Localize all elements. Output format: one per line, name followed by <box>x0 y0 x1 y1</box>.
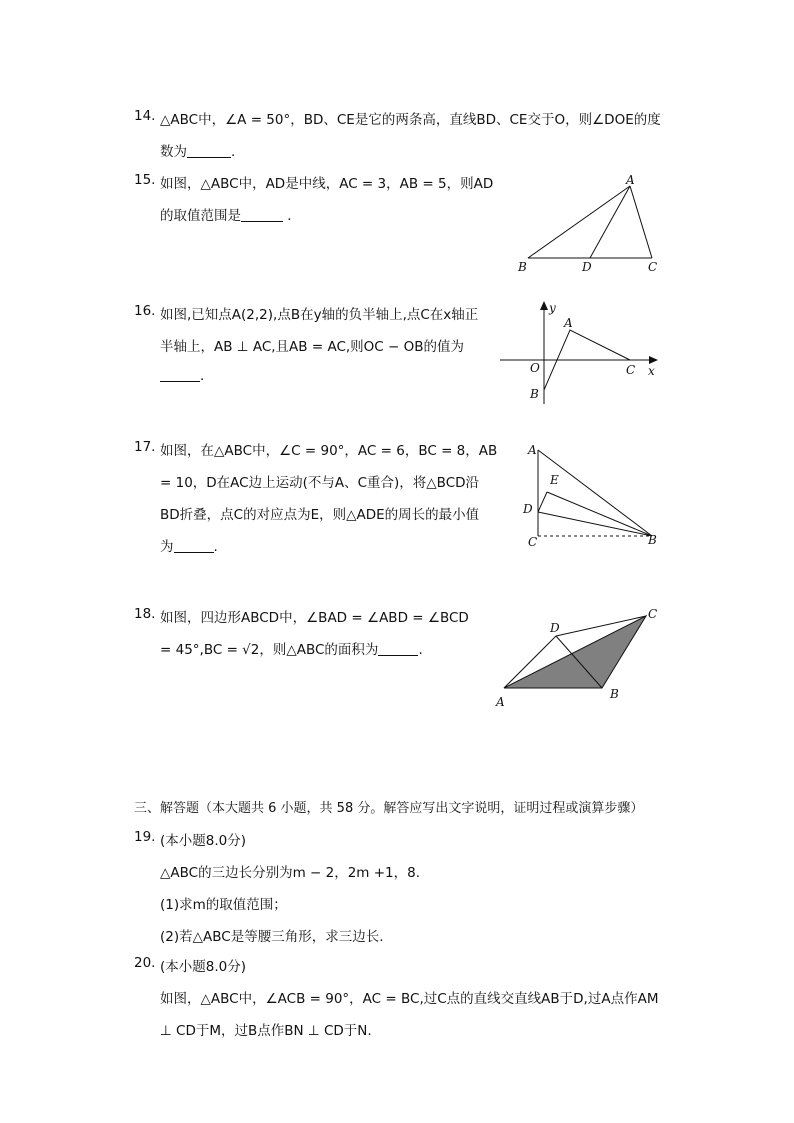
label-y: y <box>549 301 556 315</box>
label-A: A <box>564 316 573 330</box>
figure-q18-quadrilateral <box>492 602 664 714</box>
question-part-2: (2)若△ABC是等腰三角形，求三边长. <box>160 929 384 945</box>
question-part-1: (1)求m的取值范围； <box>160 897 287 913</box>
label-B: B <box>530 387 539 401</box>
question-text-line: △ABC中，∠A = 50°，BD、CE是它的两条高，直线BD、CE交于O，则∠DOE的度 <box>160 112 661 128</box>
answer-blank <box>378 641 418 656</box>
label-O: O <box>530 361 540 375</box>
answer-blank <box>241 207 283 222</box>
question-text-line: 如图,已知点A(2,2),点B在y轴的负半轴上,点C在x轴正 <box>160 307 479 323</box>
question-text-line: 如图，在△ABC中，∠C = 90°，AC = 6，BC = 8，AB <box>160 443 498 459</box>
label-A: A <box>496 695 505 709</box>
question-text-line: ⊥ CD于M，过B点作BN ⊥ CD于N. <box>160 1023 372 1039</box>
label-A: A <box>528 443 537 457</box>
question-number: 16. <box>134 303 156 319</box>
label-C: C <box>626 363 636 377</box>
question-text-line: BD折叠，点C的对应点为E，则△ADE的周长的最小值 <box>160 507 480 523</box>
answer-blank <box>174 538 214 553</box>
label-x: x <box>648 364 655 378</box>
label-E: E <box>550 473 559 487</box>
question-number: 18. <box>134 606 156 622</box>
question-text-line: 半轴上，AB ⊥ AC,且AB = AC,则OC − OB的值为 <box>160 339 464 355</box>
question-text-line: 如图，△ABC中，∠ACB = 90°，AC = BC,过C点的直线交直线AB于D,过A点作AM <box>160 991 659 1007</box>
question-text-line: 如图，四边形ABCD中，∠BAD = ∠ABD = ∠BCD <box>160 610 469 626</box>
question-text-line: 的取值范围是 . <box>160 208 292 224</box>
question-number: 20. <box>134 955 156 971</box>
figure-q17-folding <box>518 438 664 550</box>
question-number: 15. <box>134 172 156 188</box>
question-text-line: 为 . <box>160 539 218 555</box>
question-text-line: △ABC的三边长分别为m − 2，2m +1，8. <box>160 865 421 881</box>
section-heading: 三、解答题（本大题共 6 小题，共 58 分。解答应写出文字说明，证明过程或演算步骤） <box>134 801 644 816</box>
question-text-line: . <box>160 367 204 384</box>
label-B: B <box>648 533 657 547</box>
label-C: C <box>648 260 658 274</box>
label-A: A <box>626 173 635 187</box>
answer-blank <box>187 143 231 158</box>
label-C: C <box>648 607 658 621</box>
answer-blank <box>160 367 200 382</box>
question-points: (本小题8.0分) <box>160 833 247 849</box>
question-number: 17. <box>134 439 156 455</box>
label-D: D <box>523 502 533 516</box>
figure-q15-triangle <box>512 172 672 278</box>
figure-q16-coordinate <box>496 298 666 408</box>
question-text-line: = 45°,BC = √2，则△ABC的面积为 . <box>160 642 423 658</box>
label-C: C <box>528 535 538 549</box>
question-number: 14. <box>134 108 156 124</box>
question-text-line: = 10，D在AC边上运动(不与A、C重合)，将△BCD沿 <box>160 475 480 491</box>
label-B: B <box>518 260 527 274</box>
question-text-line: 如图，△ABC中，AD是中线，AC = 3，AB = 5，则AD <box>160 176 494 192</box>
question-points: (本小题8.0分) <box>160 959 247 975</box>
question-number: 19. <box>134 829 156 845</box>
label-D: D <box>582 260 592 274</box>
question-text-line: 数为 . <box>160 144 236 160</box>
label-B: B <box>610 687 619 701</box>
label-D: D <box>550 621 560 635</box>
